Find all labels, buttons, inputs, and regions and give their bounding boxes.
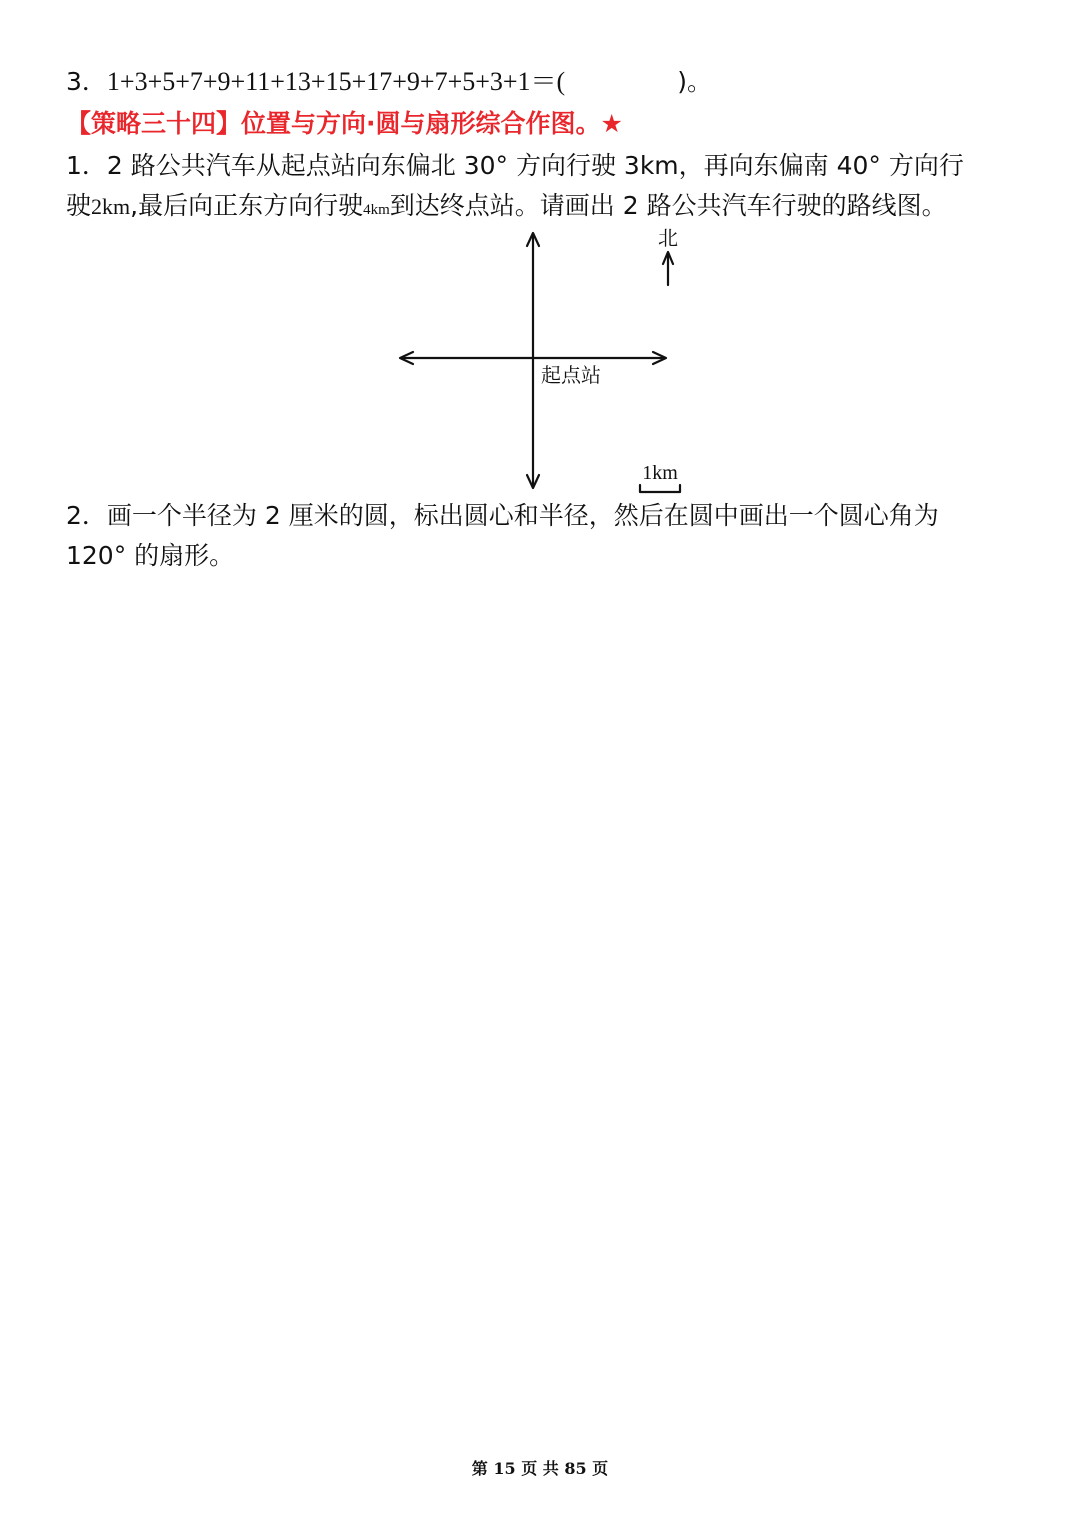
question-2-line-1: 2．画一个半径为 2 厘米的圆，标出圆心和半径，然后在圆中画出一个圆心角为 <box>66 501 939 530</box>
direction-diagram <box>0 0 1080 520</box>
question-1-text-a: 驶 <box>66 191 92 220</box>
question-3-expression: 1+3+5+7+9+11+13+15+17+9+7+5+3+1＝( <box>106 67 566 96</box>
question-1-text-b: ,最后向正东方向行驶 <box>130 191 364 220</box>
origin-label: 起点站 <box>541 363 601 387</box>
question-3-close: )。 <box>677 67 712 96</box>
question-1-line-1: 1．2 路公共汽车从起点站向东偏北 30° 方向行驶 3km，再向东偏南 40° 方向行 <box>66 151 964 180</box>
page-footer: 第 15 页 共 85 页 <box>471 1459 609 1478</box>
star-icon: ★ <box>600 109 623 138</box>
north-label: 北 <box>658 226 678 250</box>
distance-4km: 4km <box>363 202 390 218</box>
question-3-number: 3． <box>66 67 107 96</box>
distance-2km: 2km <box>91 194 131 219</box>
scale-label: 1km <box>642 462 678 484</box>
strategy-title: 【策略三十四】位置与方向·圆与扇形综合作图。 <box>66 109 601 138</box>
scale-bar <box>640 485 680 492</box>
question-1-text-c: 到达终点站。请画出 2 路公共汽车行驶的路线图。 <box>389 191 947 220</box>
question-2-line-2: 120° 的扇形。 <box>66 541 235 570</box>
